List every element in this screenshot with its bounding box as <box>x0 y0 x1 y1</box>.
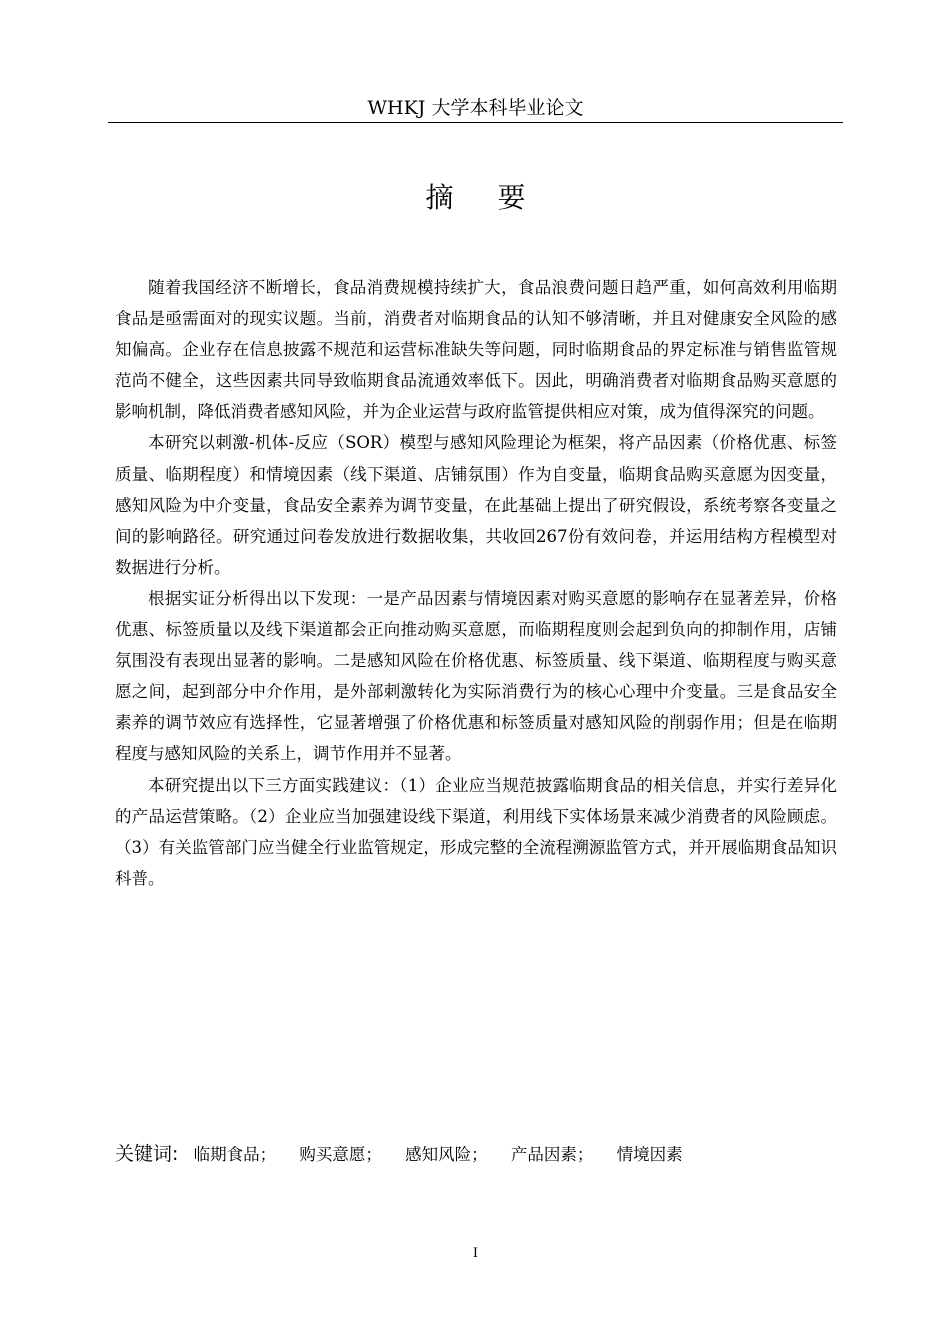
abstract-body <box>115 272 837 894</box>
keyword-item: 情境因素 <box>616 1145 683 1164</box>
abstract-paragraph-4: 本研究提出以下三方面实践建议：（1）企业应当规范披露临期食品的相关信息，并实行差异化的产品运营策略。（2）企业应当加强建设线下渠道，利用线下实体场景来减少消费者的风险顾虑。（3）有关监管部门应当健全行业监管规定，形成完整的全流程溯源监管方式，并开展临期食品知识科普。 <box>115 775 837 888</box>
page-number: I <box>472 1246 479 1261</box>
keywords-line <box>115 1138 837 1171</box>
abstract-paragraph-1: 随着我国经济不断增长，食品消费规模持续扩大，食品浪费问题日趋严重，如何高效利用临期食品是亟需面对的现实议题。当前，消费者对临期食品的认知不够清晰，并且对健康安全风险的感知偏高。企业存在信息披露不规范和运营标准缺失等问题，同时临期食品的界定标准与销售监管规范尚不健全，这些因素共同导致临期食品流通效率低下。因此，明确消费者对临期食品购买意愿的影响机制，降低消费者感知风险，并为企业运营与政府监管提供相应对策，成为值得深究的问题。 <box>115 278 837 422</box>
keyword-item: 感知风险； <box>405 1145 488 1164</box>
header-rule <box>108 122 843 123</box>
running-header: WHKJ 大学本科毕业论文 <box>367 97 584 119</box>
keyword-item: 临期食品； <box>193 1145 277 1164</box>
keyword-item: 购买意愿； <box>299 1145 382 1164</box>
abstract-paragraph-3: 根据实证分析得出以下发现：一是产品因素与情境因素对购买意愿的影响存在显著差异，价格优惠、标签质量以及线下渠道都会正向推动购买意愿，而临期程度则会起到负向的抑制作用，店铺氛围没有表现出显著的影响。二是感知风险在价格优惠、标签质量、线下渠道、临期程度与购买意愿之间，起到部分中介作用，是外部刺激转化为实际消费行为的核心心理中介变量。三是食品安全素养的调节效应有选择性，它显著增强了价格优惠和标签质量对感知风险的削弱作用；但是在临期程度与感知风险的关系上，调节作用并不显著。 <box>115 588 837 764</box>
keyword-item: 产品因素； <box>510 1145 594 1164</box>
abstract-title: 摘要 <box>425 181 570 214</box>
keywords-label: 关键词: <box>115 1143 179 1165</box>
abstract-paragraph-2: 本研究以刺激-机体-反应（SOR）模型与感知风险理论为框架，将产品因素（价格优惠、标签质量、临期程度）和情境因素（线下渠道、店铺氛围）作为自变量，临期食品购买意愿为因变量，感知风险为中介变量，食品安全素养为调节变量，在此基础上提出了研究假设，系统考察各变量之间的影响路径。研究通过问卷发放进行数据收集，共收回267份有效问卷，并运用结构方程模型对数据进行分析。 <box>115 433 837 577</box>
